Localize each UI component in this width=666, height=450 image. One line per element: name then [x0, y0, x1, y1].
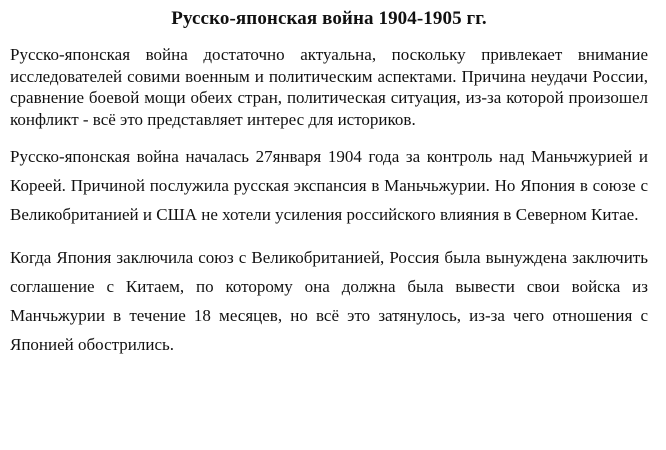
paragraph-3: Когда Япония заключила союз с Великобританией, Россия была вынуждена заключить соглашение с Китаем, по которому она должна была вывести свои войска из Манчьжурии в течение 18 месяцев, но всё это затянулось, из-за чего отношения с Японией обострились.	[10, 248, 648, 354]
document-title: Русско-японская война 1904-1905 гг.	[171, 8, 487, 29]
paragraph-1: Русско-японская война достаточно актуальна, поскольку привлекает внимание исследователей совими военным и политическим аспектами. Причина неудачи России, сравнение боевой мощи обеих стран, политическая ситуация, из-за которой произошел конфликт - всё это представляет интерес для историков.	[10, 45, 648, 129]
paragraph-2: Русско-японская война началась 27января 1904 года за контроль над Маньчжурией и Кореей. Причиной послужила русская экспансия в Маньчьжурии. Но Япония в союзе с Великобританией и США не хотели усиления российского влияния в Северном Китае.	[10, 147, 648, 224]
